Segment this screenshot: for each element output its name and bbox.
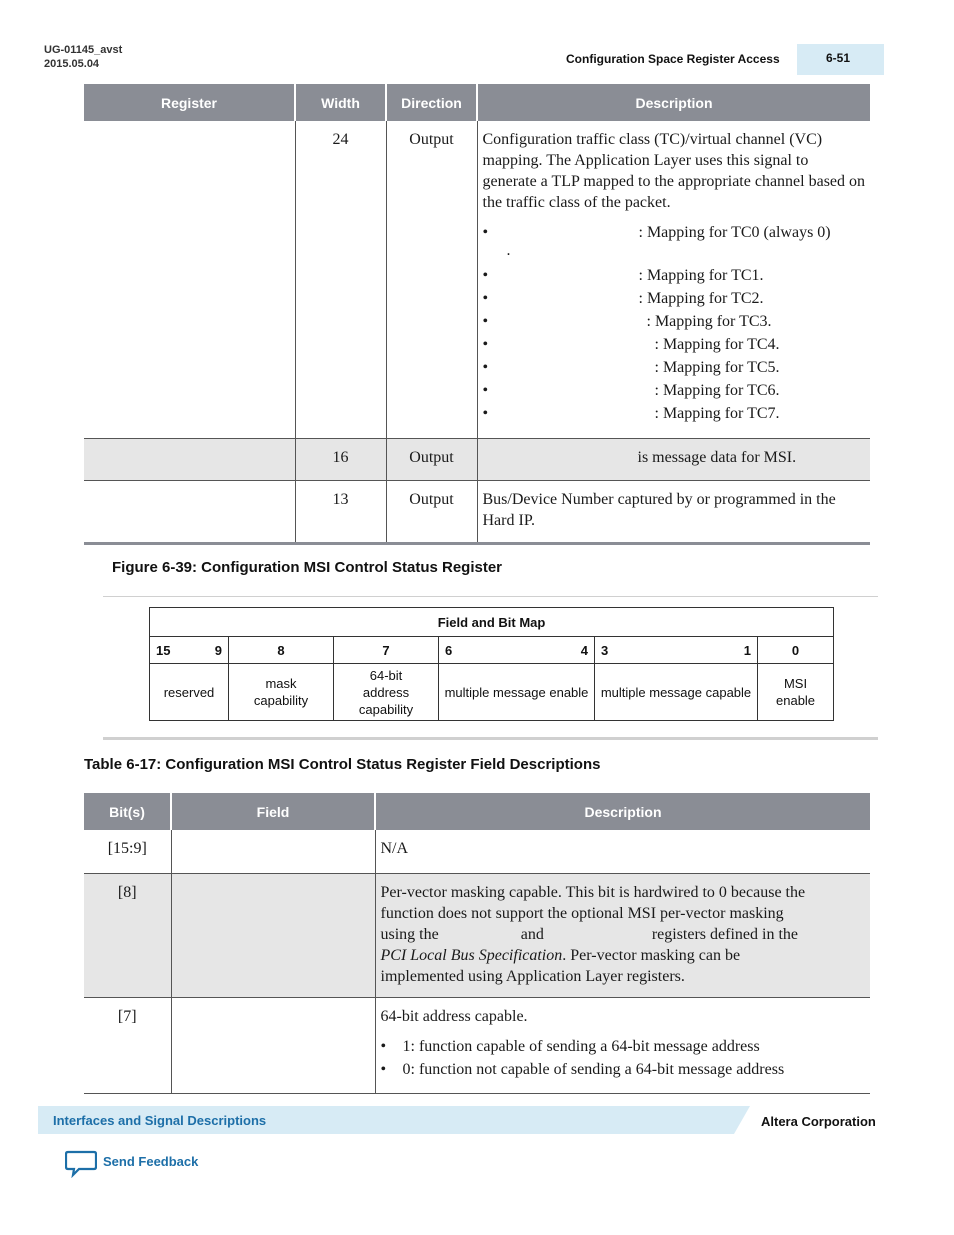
bit-map-title: Field and Bit Map <box>150 608 834 637</box>
table-row <box>84 438 870 480</box>
table-header-row <box>84 84 870 121</box>
table-row <box>84 121 870 438</box>
field-multiple-message-capable: multiple message capable <box>595 664 758 721</box>
field-mask-capability: mask capability <box>229 664 334 721</box>
register-name-cell <box>84 121 295 438</box>
table-header-row <box>84 793 870 830</box>
send-feedback-link[interactable]: Send Feedback <box>103 1154 199 1169</box>
register-name-cell <box>84 438 295 480</box>
list-item: • : Mapping for TC6. <box>482 382 780 399</box>
description-cell <box>477 121 870 438</box>
column-header-bits: Bit(s) <box>84 793 171 830</box>
bit-range-3-1: 3 1 <box>595 637 758 664</box>
list-item: • : Mapping for TC4. <box>482 336 780 353</box>
register-table <box>84 84 870 544</box>
description-cell: is message data for MSI. <box>477 438 870 480</box>
field-cell <box>171 997 375 1093</box>
list-item-stray: . <box>506 242 511 259</box>
list-item: • 0: function not capable of sending a 64-bit message address <box>380 1060 785 1078</box>
description-cell: N/A <box>375 830 870 873</box>
table-row <box>84 873 870 997</box>
spec-title: PCI Local Bus Specification <box>380 946 563 964</box>
figure-caption: Figure 6-39: Configuration MSI Control Status Register <box>112 559 503 576</box>
description-text: Configuration traffic class (TC)/virtual channel (VC) mapping. The Application Layer uses this signal to generate a TLP mapped to the appropriate channel based on the traffic class of the packet. <box>482 131 866 211</box>
direction-cell: Output <box>386 438 477 480</box>
address-capability-list <box>381 1035 866 1081</box>
bit-7: 7 <box>334 637 439 664</box>
column-header-direction: Direction <box>386 84 477 121</box>
list-item: • : Mapping for TC7. <box>482 405 780 422</box>
table-row <box>84 480 870 543</box>
footer-chapter-link[interactable]: Interfaces and Signal Descriptions <box>53 1113 267 1128</box>
width-cell: 13 <box>295 480 386 543</box>
table-row <box>84 997 870 1093</box>
width-cell: 24 <box>295 121 386 438</box>
table-caption: Table 6-17: Configuration MSI Control Status Register Field Descriptions <box>84 756 601 773</box>
column-header-description: Description <box>477 84 870 121</box>
description-cell: Bus/Device Number captured by or programmed in the Hard IP. <box>477 480 870 543</box>
register-name-cell <box>84 480 295 543</box>
bit-range-6-4: 6 4 <box>439 637 595 664</box>
field-bit-map <box>149 607 834 721</box>
description-cell: 64-bit address capable. • 1: function capable of sending a 64-bit message address • 0: function not capable of sending a 64-bit message address <box>375 997 870 1093</box>
section-title: Configuration Space Register Access <box>566 52 780 66</box>
page-number: 6-51 <box>826 51 851 65</box>
feedback-icon[interactable] <box>65 1150 97 1178</box>
field-msi-enable: MSI enable <box>758 664 834 721</box>
column-header-width: Width <box>295 84 386 121</box>
direction-cell: Output <box>386 480 477 543</box>
bit-0: 0 <box>758 637 834 664</box>
figure-bottom-rule <box>103 737 878 740</box>
field-64-bit-address-capability: 64-bit address capability <box>334 664 439 721</box>
column-header-description: Description <box>375 793 870 830</box>
field-cell <box>171 873 375 997</box>
field-description-table <box>84 793 870 1094</box>
tc-mapping-list <box>483 221 866 425</box>
table-row <box>84 830 870 873</box>
direction-cell: Output <box>386 121 477 438</box>
footer-company: Altera Corporation <box>761 1114 876 1129</box>
bit-8: 8 <box>229 637 334 664</box>
bits-cell: [15:9] <box>84 830 171 873</box>
description-cell: Per-vector masking capable. This bit is hardwired to 0 because the function does not support the optional MSI per-vector masking using the and registers defined in the PCI Local Bus Specification. Per-vector masking can be implemented using Application Layer registers. <box>375 873 870 997</box>
field-multiple-message-enable: multiple message enable <box>439 664 595 721</box>
bits-cell: [8] <box>84 873 171 997</box>
figure-top-rule <box>103 596 878 597</box>
list-item: • : Mapping for TC1. <box>482 267 764 284</box>
document-id: UG-01145_avst <box>44 44 123 56</box>
document-id-block <box>44 43 122 71</box>
column-header-register: Register <box>84 84 295 121</box>
width-cell: 16 <box>295 438 386 480</box>
bit-range-15-9: 15 9 <box>150 637 229 664</box>
field-reserved: reserved <box>150 664 229 721</box>
list-item: • : Mapping for TC0 (always 0) <box>482 224 831 241</box>
bits-cell: [7] <box>84 997 171 1093</box>
list-item: • : Mapping for TC2. <box>482 290 764 307</box>
list-item: • : Mapping for TC3. <box>482 313 772 330</box>
table-bottom-rule <box>84 542 870 545</box>
column-header-field: Field <box>171 793 375 830</box>
list-item: • 1: function capable of sending a 64-bit message address <box>380 1037 760 1055</box>
list-item: • : Mapping for TC5. <box>482 359 780 376</box>
field-cell <box>171 830 375 873</box>
document-date: 2015.05.04 <box>44 58 100 70</box>
